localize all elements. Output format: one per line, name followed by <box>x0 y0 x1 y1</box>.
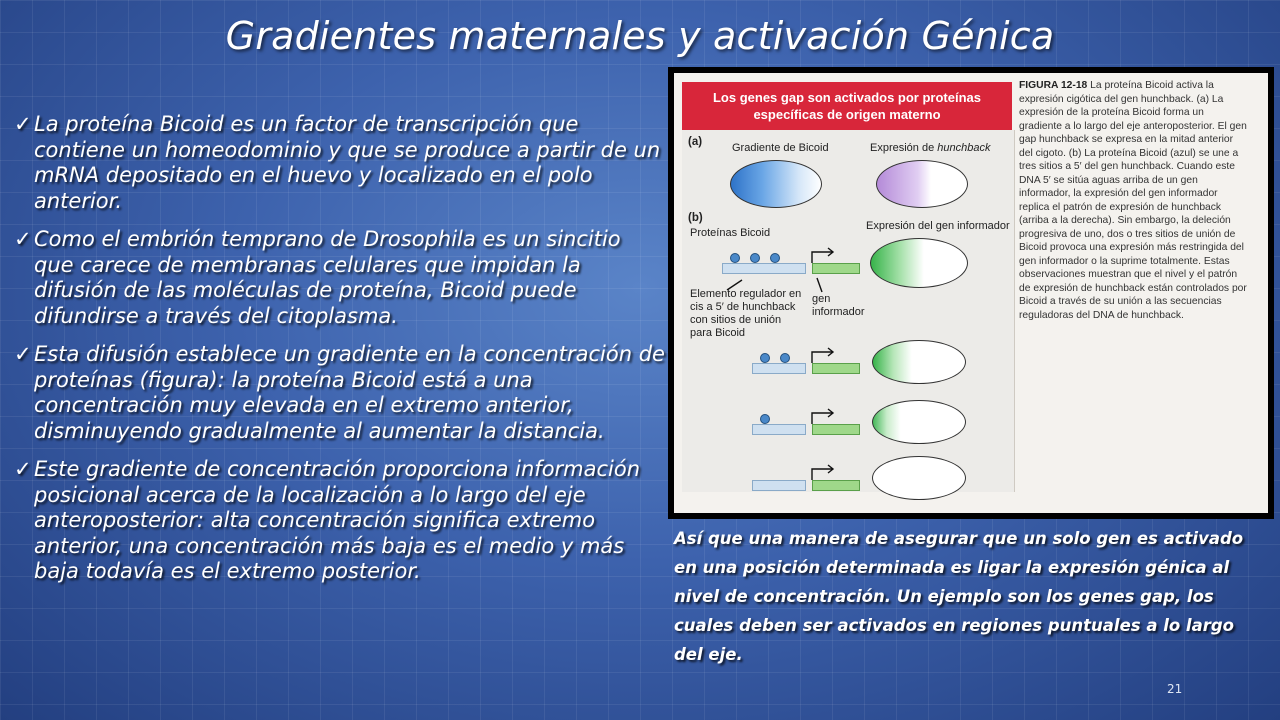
bullet-item <box>14 457 666 585</box>
bullet-text: Como el embrión temprano de Drosophila es un sincitio que carece de membranas celulares que impidan la difusión de las moléculas de proteína, Bicoid puede difundirse a través del citoplasma. <box>34 227 621 328</box>
bullet-list <box>14 112 666 598</box>
figure-caption <box>1019 79 1247 322</box>
figure-page <box>674 73 1268 513</box>
figure-number: FIGURA 12-18 <box>1019 80 1088 91</box>
slide-title: Gradientes maternales y activación Génica <box>225 14 1055 58</box>
bullet-item <box>14 342 666 444</box>
bullet-item <box>14 227 666 329</box>
figure-panel <box>682 130 1015 492</box>
reporter-expression-label: Expresión del gen informador <box>866 220 1010 232</box>
bullet-text: La proteína Bicoid es un factor de transcripción que contiene un homeodominio y que se produce a partir de un mRNA depositado en el huevo y localizado en el polo anterior. <box>34 112 661 213</box>
check-icon: ✓ <box>14 342 32 366</box>
reporter-gene-label: gen informador <box>812 293 865 318</box>
gradient-label: Gradiente de Bicoid <box>732 142 829 154</box>
panel-a-label: (a) <box>688 136 703 148</box>
check-icon: ✓ <box>14 457 32 481</box>
regulatory-element-label: Elemento regulador en cis a 5′ de hunchback con sitios de unión para Bicoid <box>690 288 802 339</box>
bullet-item <box>14 112 666 214</box>
panel-b-label: (b) <box>688 212 703 224</box>
transcription-arrows <box>682 130 1014 492</box>
expression-gene: hunchback <box>937 142 991 154</box>
page-number: 21 <box>1167 682 1183 696</box>
figure-banner: Los genes gap son activados por proteínas específicas de origen materno <box>682 82 1012 130</box>
check-icon: ✓ <box>14 227 32 251</box>
bullet-text: Este gradiente de concentración proporciona información posicional acerca de la localización a lo largo del eje anteroposterior: alta concentración significa extremo anterior, una concentración más baja es el medio y más baja todavía es el extremo posterior. <box>34 457 641 583</box>
summary-text: Así que una manera de asegurar que un solo gen es activado en una posición determinada es ligar la expresión génica al nivel de concentración. Un ejemplo son los genes gap, los cuales deben ser activados en regiones puntuales a lo largo del eje. <box>674 529 1244 664</box>
bicoid-proteins-label: Proteínas Bicoid <box>690 227 771 239</box>
figure-caption-text: La proteína Bicoid activa la expresión cigótica del gen hunchback. (a) La expresión de la proteína Bicoid forma un gradiente a lo largo del eje anteroposterior. El gen gap hunchback se expresa en la mitad anterior del cigoto. (b) La proteína Bicoid (azul) se une a tres sitios a 5′ del gen hunchback. Cuando este DNA 5′ se sitúa aguas arriba de un gen informador, la expresión del gen informador replica el patrón de expresión de hunchback (arriba a la derecha). Sin embargo, la deleción progresiva de uno, dos o tres sitios de unión de Bicoid provoca una expresión más restringida del gen informador o la suprime totalmente. Estas observaciones muestran que el nivel y el patrón de expresión de hunchback están controlados por Bicoid a través de su unión a las secuencias reguladoras del DNA de hunchback. <box>1019 80 1247 321</box>
bullet-text: Esta difusión establece un gradiente en la concentración de proteínas (figura): la proteína Bicoid está a una concentración muy elevada en el extremo anterior, disminuyendo gradualmente al aumentar la distancia. <box>34 342 665 443</box>
figure-image <box>668 67 1274 519</box>
check-icon: ✓ <box>14 112 32 136</box>
expression-prefix: Expresión de <box>870 142 938 154</box>
